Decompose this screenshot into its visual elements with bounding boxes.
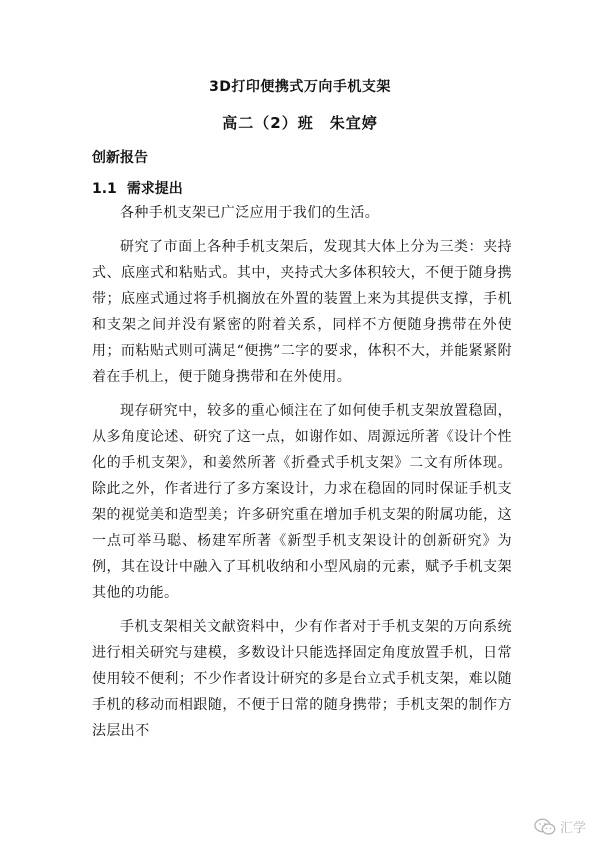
paragraph: 手机支架相关文献资料中，少有作者对于手机支架的万向系统进行相关研究与建模，多数设计只能选择固定角度放置手机，日常使用较不便利；不少作者设计研究的多是台立式手机支架，难以随手机的移动而相跟随，不便于日常的随身携带；手机支架的制作方法层出不 xyxy=(92,619,512,739)
section-number: 1.1 xyxy=(92,181,117,197)
paragraph: 各种手机支架已广泛应用于我们的生活。 xyxy=(120,205,380,221)
body-text xyxy=(92,200,512,752)
wechat-icon xyxy=(534,818,556,836)
document-author: 高二（2）班 朱宜婷 xyxy=(222,114,378,132)
watermark-text: 汇学 xyxy=(559,821,586,836)
watermark xyxy=(534,817,586,836)
document-title: 3D打印便携式万向手机支架 xyxy=(209,79,391,95)
section-heading xyxy=(92,178,183,198)
paragraph: 现存研究中，较多的重心倾注在了如何使手机支架放置稳固，从多角度论述、研究了这一点，如谢作如、周源远所著《设计个性化的手机支架》，和姜然所著《折叠式手机支架》二文有所体现。除此之外，作者进行了多方案设计，力求在稳固的同时保证手机支架的视觉美和造型美；许多研究重在增加手机支架的附属功能，这一点可举马聪、杨建军所著《新型手机支架设计的创新研究》为例，其在设计中融入了耳机收纳和小型风扇的元素，赋予手机支架其他的功能。 xyxy=(92,403,512,601)
report-heading: 创新报告 xyxy=(92,150,148,166)
paragraph: 研究了市面上各种手机支架后，发现其大体上分为三类：夹持式、底座式和粘贴式。其中，夹持式大多体积较大，不便于随身携带；底座式通过将手机搁放在外置的装置上来为其提供支撑，手机和支架之间并没有紧密的附着关系，同样不方便随身携带在外使用；而粘贴式则可满足“便携”二字的要求，体积不大，并能紧紧附着在手机上，便于随身携带和在外使用。 xyxy=(92,239,512,385)
section-title: 需求提出 xyxy=(126,181,183,197)
